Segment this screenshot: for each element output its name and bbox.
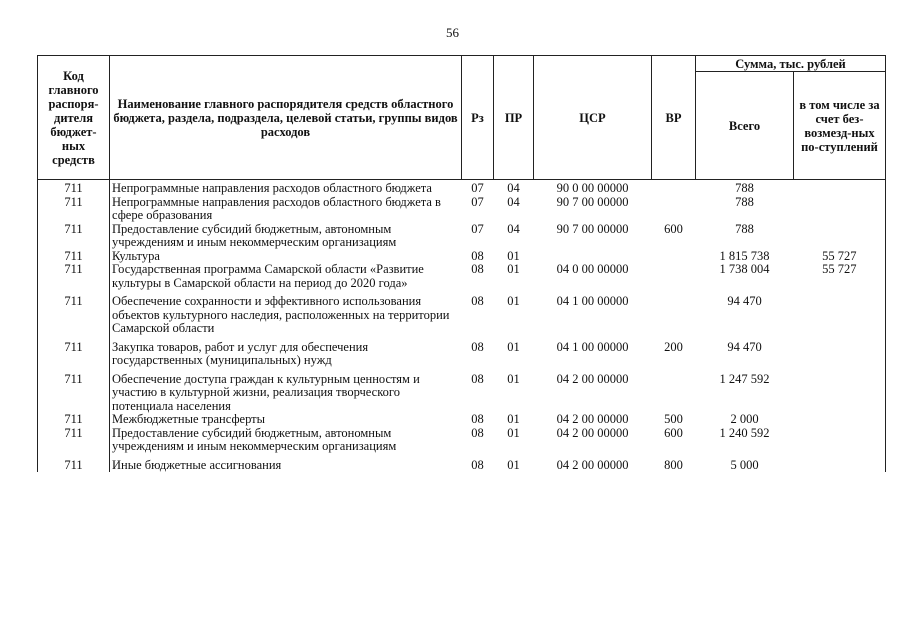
row-code: 711 <box>38 263 110 290</box>
row-gratuitous <box>794 413 886 427</box>
row-pr: 01 <box>507 412 520 426</box>
row-vr <box>652 368 696 414</box>
row-name: Иные бюджетные ассигнования <box>112 457 282 472</box>
page-number: 56 <box>446 25 459 40</box>
row-code: 711 <box>38 196 110 223</box>
row-code: 711 <box>38 250 110 264</box>
row-code: 711 <box>38 368 110 414</box>
row-name: Предоставление субсидий бюджетным, автономным учреждениям и иным некоммерческим организациям <box>112 425 397 453</box>
row-vr: 500 <box>664 412 683 426</box>
row-gratuitous <box>794 290 886 336</box>
row-csr: 90 0 00 00000 <box>556 181 629 195</box>
row-vr <box>652 290 696 336</box>
row-pr: 04 <box>507 221 520 236</box>
row-csr: 04 2 00 00000 <box>556 412 629 426</box>
row-csr: 90 7 00 00000 <box>556 194 629 209</box>
row-total: 1 247 592 <box>719 371 770 386</box>
row-total: 94 470 <box>727 339 762 354</box>
row-total: 2 000 <box>730 412 759 426</box>
table-row <box>38 368 886 414</box>
row-code: 711 <box>38 336 110 368</box>
header-name: Наименование главного распорядителя средств областного бюджета, раздела, подраздела, целевой статьи, группы видов расходов <box>110 56 462 180</box>
row-csr: 04 0 00 00000 <box>556 262 629 276</box>
row-vr: 800 <box>664 457 683 472</box>
row-rz: 08 <box>471 262 484 276</box>
row-gratuitous <box>794 336 886 368</box>
row-csr: 04 2 00 00000 <box>556 457 629 472</box>
row-csr: 04 2 00 00000 <box>556 371 629 386</box>
row-rz: 08 <box>471 339 484 354</box>
row-name: Культура <box>112 248 160 263</box>
row-pr: 01 <box>507 457 520 472</box>
table-row <box>38 336 886 368</box>
row-gratuitous <box>794 223 886 250</box>
row-rz: 07 <box>471 181 484 195</box>
row-total: 94 470 <box>727 294 762 308</box>
header-vr: ВР <box>652 56 696 180</box>
row-vr: 200 <box>664 339 683 354</box>
row-pr: 01 <box>507 248 520 263</box>
row-name: Государственная программа Самарской области «Развитие культуры в Самарской области на период до 2020 года» <box>112 262 424 290</box>
row-gratuitous <box>794 454 886 473</box>
row-csr <box>534 250 652 264</box>
row-name: Межбюджетные трансферты <box>112 412 266 426</box>
row-pr: 01 <box>507 294 520 308</box>
row-name: Непрограммные направления расходов областного бюджета <box>112 181 432 195</box>
row-rz: 08 <box>471 371 484 386</box>
row-pr: 04 <box>507 194 520 209</box>
row-rz: 08 <box>471 294 484 308</box>
table-row <box>38 290 886 336</box>
table-row <box>38 180 886 196</box>
row-name: Закупка товаров, работ и услуг для обеспечения государственных (муниципальных) нужд <box>112 339 369 367</box>
row-gratuitous <box>794 196 886 223</box>
row-code: 711 <box>38 413 110 427</box>
header-pr: ПР <box>494 56 534 180</box>
row-total: 1 738 004 <box>719 262 770 276</box>
row-gratuitous <box>794 368 886 414</box>
row-pr: 01 <box>507 371 520 386</box>
row-rz: 08 <box>471 412 484 426</box>
table-row <box>38 427 886 454</box>
row-pr: 01 <box>507 339 520 354</box>
row-gratuitous <box>794 180 886 196</box>
row-gratuitous <box>794 427 886 454</box>
row-vr <box>652 196 696 223</box>
table-row <box>38 196 886 223</box>
row-code: 711 <box>38 427 110 454</box>
row-total: 5 000 <box>730 457 759 472</box>
row-csr: 04 1 00 00000 <box>556 339 629 354</box>
row-gratuitous: 55 727 <box>794 250 886 264</box>
row-total: 788 <box>735 194 754 209</box>
row-pr: 04 <box>507 181 520 195</box>
row-code: 711 <box>38 223 110 250</box>
row-total: 1 240 592 <box>719 425 770 440</box>
row-gratuitous: 55 727 <box>794 263 886 290</box>
row-csr: 90 7 00 00000 <box>556 221 629 236</box>
row-name: Обеспечение доступа граждан к культурным ценностям и участию в культурной жизни, реализация творческого потенциала населения <box>112 371 420 413</box>
table-row <box>38 250 886 264</box>
row-total: 788 <box>735 221 754 236</box>
row-vr: 600 <box>664 221 683 236</box>
row-pr: 01 <box>507 262 520 276</box>
row-vr <box>652 250 696 264</box>
row-rz: 08 <box>471 457 484 472</box>
row-rz: 08 <box>471 425 484 440</box>
table-row <box>38 223 886 250</box>
row-total: 1 815 738 <box>719 248 770 263</box>
table-row <box>38 413 886 427</box>
header-code: Код главного распоря-дителя бюджет-ных средств <box>38 56 110 180</box>
table-row <box>38 454 886 473</box>
row-name: Непрограммные направления расходов областного бюджета в сфере образования <box>112 194 441 222</box>
header-sum-group: Сумма, тыс. рублей <box>696 56 886 72</box>
header-csr: ЦСР <box>534 56 652 180</box>
row-name: Предоставление субсидий бюджетным, автономным учреждениям и иным некоммерческим организациям <box>112 221 397 249</box>
header-rz: Рз <box>462 56 494 180</box>
row-total: 788 <box>735 181 754 195</box>
row-name: Обеспечение сохранности и эффективного использования объектов культурного наследия, расположенных на территории Самарской области <box>112 294 450 335</box>
row-csr: 04 1 00 00000 <box>556 294 629 308</box>
budget-table <box>37 55 886 472</box>
row-vr: 600 <box>664 425 683 440</box>
row-vr <box>652 263 696 290</box>
row-code: 711 <box>38 290 110 336</box>
row-rz: 07 <box>471 194 484 209</box>
row-vr <box>652 180 696 196</box>
header-total: Всего <box>696 72 794 180</box>
table-row <box>38 263 886 290</box>
header-gratuitous: в том числе за счет без-возмезд-ных по-ступлений <box>794 72 886 180</box>
row-code: 711 <box>38 454 110 473</box>
row-pr: 01 <box>507 425 520 440</box>
row-rz: 08 <box>471 248 484 263</box>
row-csr: 04 2 00 00000 <box>556 425 629 440</box>
row-code: 711 <box>38 180 110 196</box>
row-rz: 07 <box>471 221 484 236</box>
